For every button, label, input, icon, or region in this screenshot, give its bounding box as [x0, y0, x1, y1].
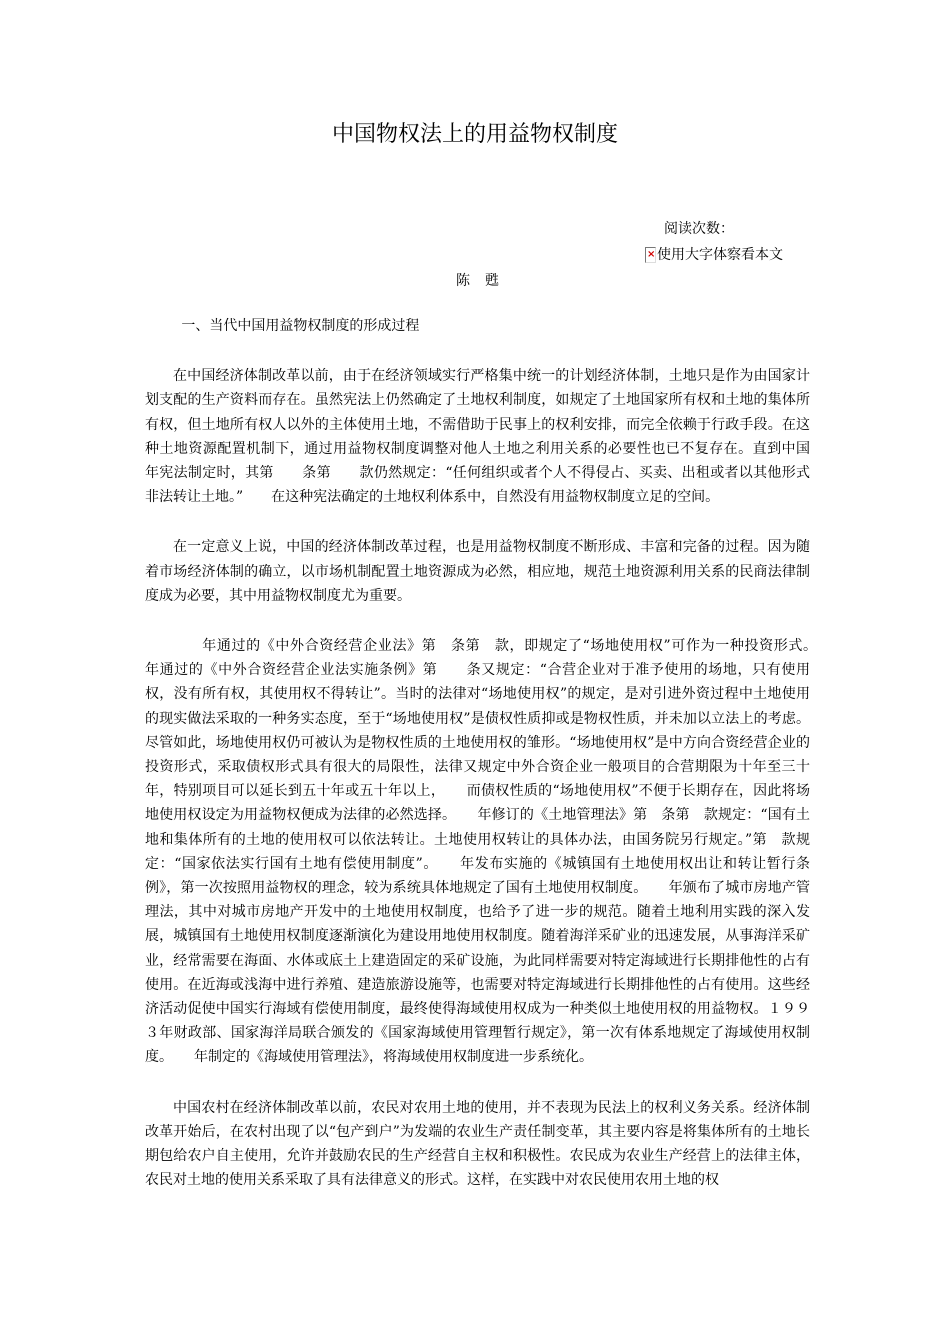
broken-image-icon: × [645, 247, 656, 263]
large-font-link-label[interactable]: 使用大字体察看本文 [657, 247, 783, 263]
section-heading: 一、当代中国用益物权制度的形成过程 [181, 318, 420, 334]
author: 陈 甦 [456, 273, 500, 289]
paragraph: 年通过的《中外合资经营企业法》第 条第 款，即规定了“场地使用权”可作为一种投资形式。 年通过的《中外合资经营企业法实施条例》第 条又规定：“合营企业对于准予使用的场地，只有使用权，没有所有权，其使用权不得转让”。当时的法律对“场地使用权”的规定，是对引进外资过程中土地使用的现实做法采取的一种务实态度，至于“场地使用权”是债权性质抑或是物权性质，并未加以立法上的考虑。尽管如此，场地使用权仍可被认为是物权性质的土地使用权的雏形。“场地使用权”是中方向合资经营企业的投资形式，采取债权形式具有很大的局限性，法律又规定中外合资企业一般项目的合营期限为十年至三十年，特别项目可以延长到五十年或五十年以上， 而债权性质的“场地使用权”不便于长期存在，因此将场地使用权设定为用益物权便成为法律的必然选择。 年修订的《土地管理法》第 条第 款规定：“国有土地和集体所有的土地的使用权可以依法转让。土地使用权转让的具体办法，由国务院另行规定。”第 款规定：“国家依法实行国有土地有偿使用制度”。 年发布实施的《城镇国有土地使用权出让和转让暂行条例》，第一次按照用益物权的理念，较为系统具体地规定了国有土地使用权制度。 年颁布了城市房地产管理法，其中对城市房地产开发中的土地使用权制度，也给予了进一步的规范。随着土地利用实践的深入发展，城镇国有土地使用权制度逐渐演化为建设用地使用权制度。随着海洋采矿业的迅速发展，从事海洋采矿业，经常需要在海面、水体或底土上建造固定的采矿设施，为此同样需要对特定海域进行长期排他性的占有使用。在近海或浅海中进行养殖、建造旅游设施等，也需要对特定海域进行长期排他性的占有使用。这些经济活动促使中国实行海域有偿使用制度，最终使得海域使用权成为一种类似土地使用权的用益物权。１９９３年财政部、国家海洋局联合颁发的《国家海域使用管理暂行规定》，第一次有体系地规定了海域使用权制度。 年制定的《海域使用管理法》，将海域使用权制度进一步系统化。 [145, 638, 838, 1066]
article-body [145, 314, 852, 1193]
read-count-label: 阅读次数： [664, 221, 734, 237]
page-title: 中国物权法上的用益物权制度 [331, 122, 618, 147]
paragraph: 中国农村在经济体制改革以前，农民对农用土地的使用，并不表现为民法上的权利义务关系。经济体制改革开始后，在农村出现了以“包产到户”为发端的农业生产责任制变革，其主要内容是将集体所有的土地长期包给农户自主使用，允许并鼓励农民的生产经营自主权和积极性。农民成为农业生产经营上的法律主体，农民对土地的使用关系采取了具有法律意义的形式。这样，在实践中对农民使用农用土地的权 [145, 1099, 810, 1189]
paragraph: 在中国经济体制改革以前，由于在经济领域实行严格集中统一的计划经济体制，土地只是作为由国家计划支配的生产资料而存在。虽然宪法上仍然确定了土地权利制度，如规定了土地国家所有权和土地的集体所有权，但土地所有权人以外的主体使用土地，不需借助于民事上的权利安排，而完全依赖于行政手段。在这种土地资源配置机制下，通过用益物权制度调整对他人土地之利用关系的必要性也已不复存在。直到中国 年宪法制定时，其第 条第 款仍然规定：“任何组织或者个人不得侵占、买卖、出租或者以其他形式非法转让土地。” 在这种宪法确定的土地权利体系中，自然没有用益物权制度立足的空间。 [145, 368, 852, 506]
large-font-link[interactable] [645, 244, 783, 266]
paragraph: 在一定意义上说，中国的经济体制改革过程，也是用益物权制度不断形成、丰富和完备的过程。因为随着市场经济体制的确立，以市场机制配置土地资源成为必然，相应地，规范土地资源利用关系的民商法律制度成为必要，其中用益物权制度尤为重要。 [145, 539, 810, 604]
